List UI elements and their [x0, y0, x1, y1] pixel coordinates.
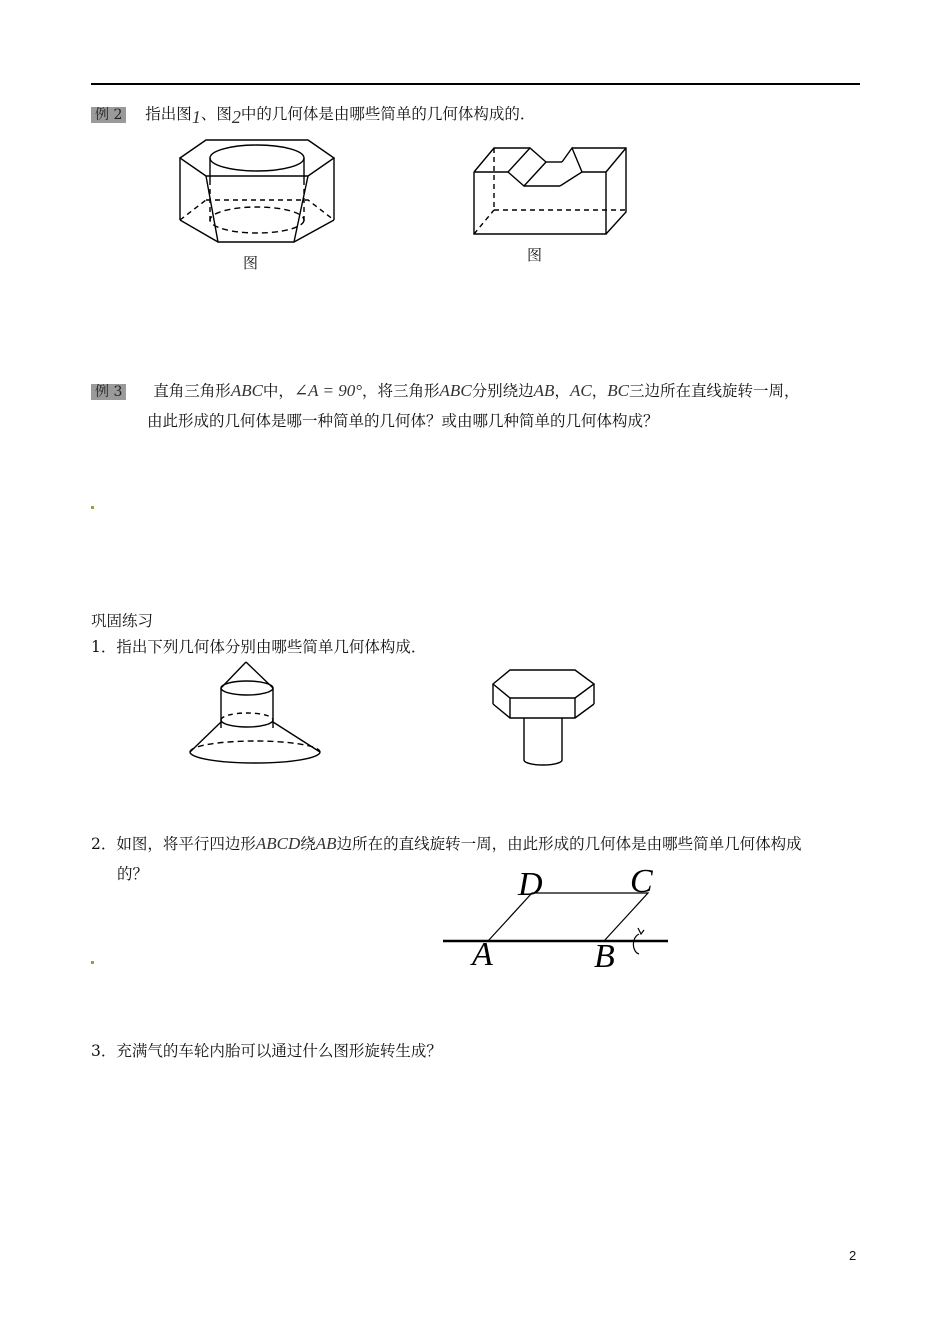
example-2-text-c: 中的几何体是由哪些简单的几何体构成的．	[240, 105, 536, 123]
example-3-line-1	[91, 381, 799, 402]
question-1: 1．指出下列几何体分别由哪些简单几何体构成．	[91, 638, 427, 656]
practice-heading: 巩固练习	[91, 612, 154, 630]
parallelogram-figure	[440, 866, 674, 976]
parallelogram-abcd-label: ABCD	[255, 834, 301, 853]
question-2-line-1	[91, 834, 802, 854]
rotation-arrow-icon	[633, 934, 639, 954]
parallelogram-abcd	[488, 893, 648, 941]
page-number: 2	[849, 1248, 857, 1263]
figure-1-number: 1	[191, 107, 201, 127]
side-bc-label: BC	[607, 381, 629, 400]
cylinder-top-ellipse	[210, 145, 304, 171]
label-c: C	[630, 866, 653, 900]
example-3-line-2: 由此形成的几何体是哪一种简单的几何体？或由哪几种简单的几何体构成？	[147, 412, 659, 430]
question-2-line-2: 的？	[117, 865, 149, 883]
angle-a-expression: ∠A = 90°	[293, 381, 363, 400]
example-2-tag: 例 2	[91, 107, 126, 123]
top-rule	[91, 83, 860, 85]
comma-2: ，	[591, 382, 608, 400]
question-2-text-c: 边所在的直线旋转一周，由此形成的几何体是由哪些简单几何体构成	[336, 835, 802, 853]
marker-dot	[91, 506, 94, 509]
side-ac-label: AC	[569, 381, 592, 400]
example-3-tag: 例 3	[91, 384, 126, 400]
figure-2-caption: 图	[527, 246, 543, 264]
example-3-text-1: 直角三角形	[153, 382, 231, 400]
marker-dot-2	[91, 961, 94, 964]
label-a: A	[472, 936, 493, 973]
question-2-text-a: 2．如图，将平行四边形	[91, 835, 256, 853]
triangle-abc-label: ABC	[230, 381, 263, 400]
side-ab-label: AB	[533, 381, 555, 400]
example-3-text-5: 三边所在直线旋转一周，	[628, 382, 800, 400]
example-2-text-b: 、图	[200, 105, 232, 123]
figure-2-grooved-block	[472, 144, 630, 236]
cylinder-bottom-ellipse	[210, 207, 304, 233]
example-2-text-a: 指出图	[145, 105, 192, 123]
label-b: B	[594, 938, 615, 975]
label-d: D	[518, 866, 543, 903]
example-3-text-3: ，将三角形	[362, 382, 440, 400]
q1-figure-cone-cylinder-frustum	[188, 660, 324, 770]
q1-figure-bolt	[490, 664, 598, 768]
comma-1: ，	[554, 382, 570, 400]
question-3: 3．充满气的车轮内胎可以通过什么图形旋转生成？	[91, 1042, 442, 1060]
example-3-text-4: 分别绕边	[471, 382, 534, 400]
figure-2-number: 2	[231, 107, 241, 127]
example-3-text-2: 中，	[262, 382, 294, 400]
figure-1-caption: 图	[243, 254, 259, 272]
edge-ab-label: AB	[315, 834, 337, 853]
question-2-text-b: 绕	[300, 835, 316, 853]
figure-1-hex-nut	[176, 136, 338, 248]
example-2-line	[91, 103, 535, 125]
triangle-abc-label-2: ABC	[439, 381, 472, 400]
